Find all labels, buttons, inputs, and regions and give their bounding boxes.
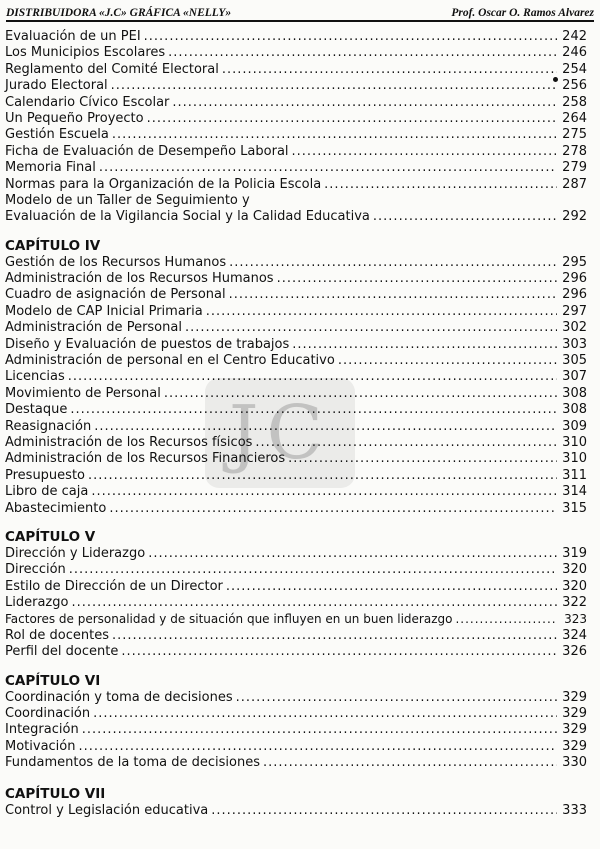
toc-page-number: 310	[562, 451, 587, 467]
toc-entry-title: Diseño y Evaluación de puestos de trabajos	[5, 336, 290, 352]
chapter-heading: CAPÍTULO IV	[5, 237, 101, 254]
toc-page-number: 279	[562, 160, 587, 176]
toc-page-number: 303	[562, 336, 587, 352]
toc-entry-title: Coordinación	[5, 706, 91, 722]
toc-page-number: 307	[562, 369, 587, 385]
dot-leader	[112, 127, 557, 143]
dot-leader	[172, 95, 557, 111]
toc-page-number: 296	[562, 271, 587, 287]
toc-page-number: 295	[562, 254, 587, 270]
toc-entry-title: Memoria Final	[5, 160, 96, 176]
dot-leader	[324, 177, 557, 193]
toc-page-number: 310	[562, 434, 587, 450]
section-gap	[5, 661, 587, 673]
toc-page-number: 292	[562, 209, 587, 225]
toc-entry-title: Perfil del docente	[5, 644, 119, 660]
toc-page-number: 309	[562, 418, 587, 434]
toc-entry-title: Factores de personalidad y de situación que influyen en un buen liderazgo	[5, 612, 453, 627]
toc-entry-title: Administración de los Recursos Humanos	[5, 271, 274, 287]
toc-entry	[5, 484, 587, 500]
toc-entry	[5, 160, 587, 176]
toc-entry-title: Modelo de CAP Inicial Primaria	[5, 303, 203, 319]
toc-page-number: 319	[562, 545, 587, 561]
section-gap	[5, 517, 587, 529]
toc-page-number: 322	[562, 595, 587, 611]
running-header	[6, 1, 594, 22]
toc-entry	[5, 337, 587, 353]
dot-leader	[93, 706, 557, 722]
section-gap	[5, 226, 587, 238]
toc-page-number: 275	[562, 127, 587, 143]
toc-page-number: 329	[562, 738, 587, 754]
dot-leader	[91, 484, 557, 500]
toc-page-number: 297	[562, 303, 587, 319]
dot-leader	[88, 468, 557, 484]
toc-page-number: 246	[562, 45, 587, 61]
header-author: Prof. Oscar O. Ramos Alvarez	[451, 7, 594, 19]
toc-page-number: 256	[562, 78, 587, 94]
dot-leader	[82, 722, 557, 738]
dot-leader	[222, 62, 557, 78]
toc-entry	[5, 127, 587, 143]
toc-entry-title: Control y Legislación educativa	[5, 802, 209, 818]
toc-entry	[5, 369, 587, 385]
toc-entry	[5, 595, 587, 611]
dot-leader	[229, 287, 557, 303]
toc-page-number: 287	[562, 176, 587, 192]
dot-leader	[338, 353, 557, 369]
toc-entry	[5, 644, 587, 660]
watermark-text: JC	[228, 390, 332, 476]
dot-leader	[263, 755, 557, 771]
toc-entry	[5, 501, 587, 517]
toc-entry	[5, 435, 587, 451]
toc-entry	[5, 45, 587, 61]
dot-leader	[70, 402, 557, 418]
toc-entry	[5, 386, 587, 402]
toc-entry-title: Evaluación de un PEI	[5, 28, 141, 44]
toc-page-number: 311	[562, 467, 587, 483]
dot-leader	[229, 255, 557, 271]
toc-entry	[5, 320, 587, 336]
dot-leader	[168, 45, 557, 61]
toc-entry-line: Modelo de un Taller de Seguimiento y	[5, 192, 250, 208]
toc-page-number: 324	[562, 627, 587, 643]
toc-page-number: 329	[562, 706, 587, 722]
dot-leader	[69, 562, 557, 578]
dot-leader	[79, 739, 558, 755]
dot-leader	[71, 595, 557, 611]
toc-entry	[5, 62, 587, 78]
toc-entry-title: Los Municipios Escolares	[5, 45, 166, 61]
dot-leader	[455, 611, 557, 627]
toc-page-number: 320	[562, 578, 587, 594]
toc-page-number: 302	[562, 320, 587, 336]
toc-entry-title: Licencias	[5, 369, 65, 385]
toc-entry-title: Un Pequeño Proyecto	[5, 110, 144, 126]
toc-entry	[5, 739, 587, 755]
dot-leader	[226, 579, 557, 595]
toc-entry	[5, 628, 587, 644]
toc-entry-title: Administración de Personal	[5, 320, 182, 336]
toc-page-number: 329	[562, 722, 587, 738]
toc-section	[5, 29, 587, 226]
section-gap	[5, 772, 587, 786]
toc-entry-title: Cuadro de asignación de Personal	[5, 287, 226, 303]
toc-entry	[5, 95, 587, 111]
toc-page-number: 320	[562, 562, 587, 578]
dot-leader	[68, 369, 557, 385]
toc-entry	[5, 29, 587, 45]
toc-entry	[5, 255, 587, 271]
toc-entry-title: Estilo de Dirección de un Director	[5, 578, 223, 594]
toc-page-number: 333	[562, 802, 587, 818]
toc-entry-title: Jurado Electoral	[5, 78, 108, 94]
toc-entry-title: Reasignación	[5, 418, 92, 434]
toc-entry-title: Administración de los Recursos físicos	[5, 434, 253, 450]
dot-leader	[206, 304, 557, 320]
dot-leader	[164, 386, 557, 402]
toc-entry	[5, 690, 587, 706]
dot-leader	[112, 628, 557, 644]
toc-section	[5, 529, 587, 661]
toc-entry	[5, 111, 587, 127]
toc-entry-title: Normas para la Organización de la Policia Escola	[5, 176, 322, 192]
toc-entry	[5, 579, 587, 595]
dot-leader	[288, 451, 557, 467]
toc-entry-title: Motivación	[5, 738, 76, 754]
table-of-contents	[5, 29, 587, 819]
toc-entry	[5, 419, 587, 435]
dot-leader	[121, 644, 557, 660]
toc-entry	[5, 546, 587, 562]
toc-page-number: 264	[562, 110, 587, 126]
toc-page-number: 330	[562, 755, 587, 771]
toc-section	[5, 238, 587, 517]
toc-entry-title: Gestión de los Recursos Humanos	[5, 254, 227, 270]
dot-leader	[111, 78, 557, 94]
toc-entry	[5, 304, 587, 320]
toc-entry-title: Dirección y Liderazgo	[5, 545, 146, 561]
dot-leader	[277, 271, 557, 287]
toc-entry	[5, 78, 587, 94]
toc-page-number: 258	[562, 94, 587, 110]
toc-page-number: 308	[562, 402, 587, 418]
dot-leader	[99, 160, 557, 176]
toc-entry	[5, 144, 587, 160]
dot-leader	[144, 29, 557, 45]
toc-entry-title: Coordinación y toma de decisiones	[5, 689, 233, 705]
toc-entry-title: Abastecimiento	[5, 500, 107, 516]
toc-entry-title: Fundamentos de la toma de decisiones	[5, 755, 260, 771]
toc-entry	[5, 402, 587, 418]
dot-leader	[109, 501, 557, 517]
toc-entry	[5, 612, 587, 628]
dot-leader	[292, 144, 557, 160]
toc-entry-title: Destaque	[5, 402, 68, 418]
toc-entry-title: Dirección	[5, 562, 66, 578]
dot-leader	[236, 690, 557, 706]
dot-leader	[148, 546, 557, 562]
toc-page-number: 278	[562, 143, 587, 159]
toc-entry-title: Ficha de Evaluación de Desempeño Laboral	[5, 143, 289, 159]
dot-leader	[373, 209, 557, 225]
dot-leader	[211, 803, 557, 819]
toc-entry	[5, 209, 587, 225]
toc-page-number: 326	[562, 644, 587, 660]
toc-section	[5, 786, 587, 819]
toc-entry-title: Reglamento del Comité Electoral	[5, 61, 219, 77]
dot-leader	[292, 337, 557, 353]
toc-page-number: 254	[562, 61, 587, 77]
toc-section	[5, 673, 587, 772]
toc-page-number: 242	[562, 28, 587, 44]
toc-entry	[5, 722, 587, 738]
toc-entry	[5, 177, 587, 193]
toc-page-number: 296	[562, 287, 587, 303]
dot-leader	[185, 320, 557, 336]
toc-entry	[5, 755, 587, 771]
dot-leader	[94, 419, 557, 435]
toc-entry-title: Rol de docentes	[5, 627, 109, 643]
toc-page-number: 329	[562, 689, 587, 705]
header-publisher: DISTRIBUIDORA «J.C» GRÁFICA «NELLY»	[6, 7, 232, 19]
toc-entry-title: Administración de los Recursos Financieros	[5, 451, 286, 467]
toc-entry-title: Evaluación de la Vigilancia Social y la Calidad Educativa	[5, 209, 370, 225]
toc-entry	[5, 562, 587, 578]
toc-entry-title: Liderazgo	[5, 595, 69, 611]
toc-entry-title: Gestión Escuela	[5, 127, 109, 143]
toc-entry-title: Calendario Cívico Escolar	[5, 94, 170, 110]
toc-entry-title: Integración	[5, 722, 79, 738]
toc-entry	[5, 468, 587, 484]
toc-entry	[5, 271, 587, 287]
dot-leader	[255, 435, 557, 451]
toc-page-number: 314	[562, 484, 587, 500]
toc-entry-title: Libro de caja	[5, 484, 89, 500]
toc-entry-title: Presupuesto	[5, 467, 85, 483]
toc-entry	[5, 451, 587, 467]
dot-leader	[147, 111, 557, 127]
toc-entry	[5, 706, 587, 722]
toc-page-number: 315	[562, 500, 587, 516]
toc-page-number: 323	[564, 612, 587, 627]
toc-page-number: 308	[562, 385, 587, 401]
toc-entry-title: Administración de personal en el Centro Educativo	[5, 353, 335, 369]
chapter-heading: CAPÍTULO V	[5, 528, 96, 545]
toc-entry	[5, 353, 587, 369]
chapter-heading: CAPÍTULO VII	[5, 785, 106, 802]
chapter-heading: CAPÍTULO VI	[5, 672, 101, 689]
toc-entry	[5, 803, 587, 819]
toc-page-number: 305	[562, 353, 587, 369]
toc-entry-title: Movimiento de Personal	[5, 385, 161, 401]
toc-entry	[5, 287, 587, 303]
